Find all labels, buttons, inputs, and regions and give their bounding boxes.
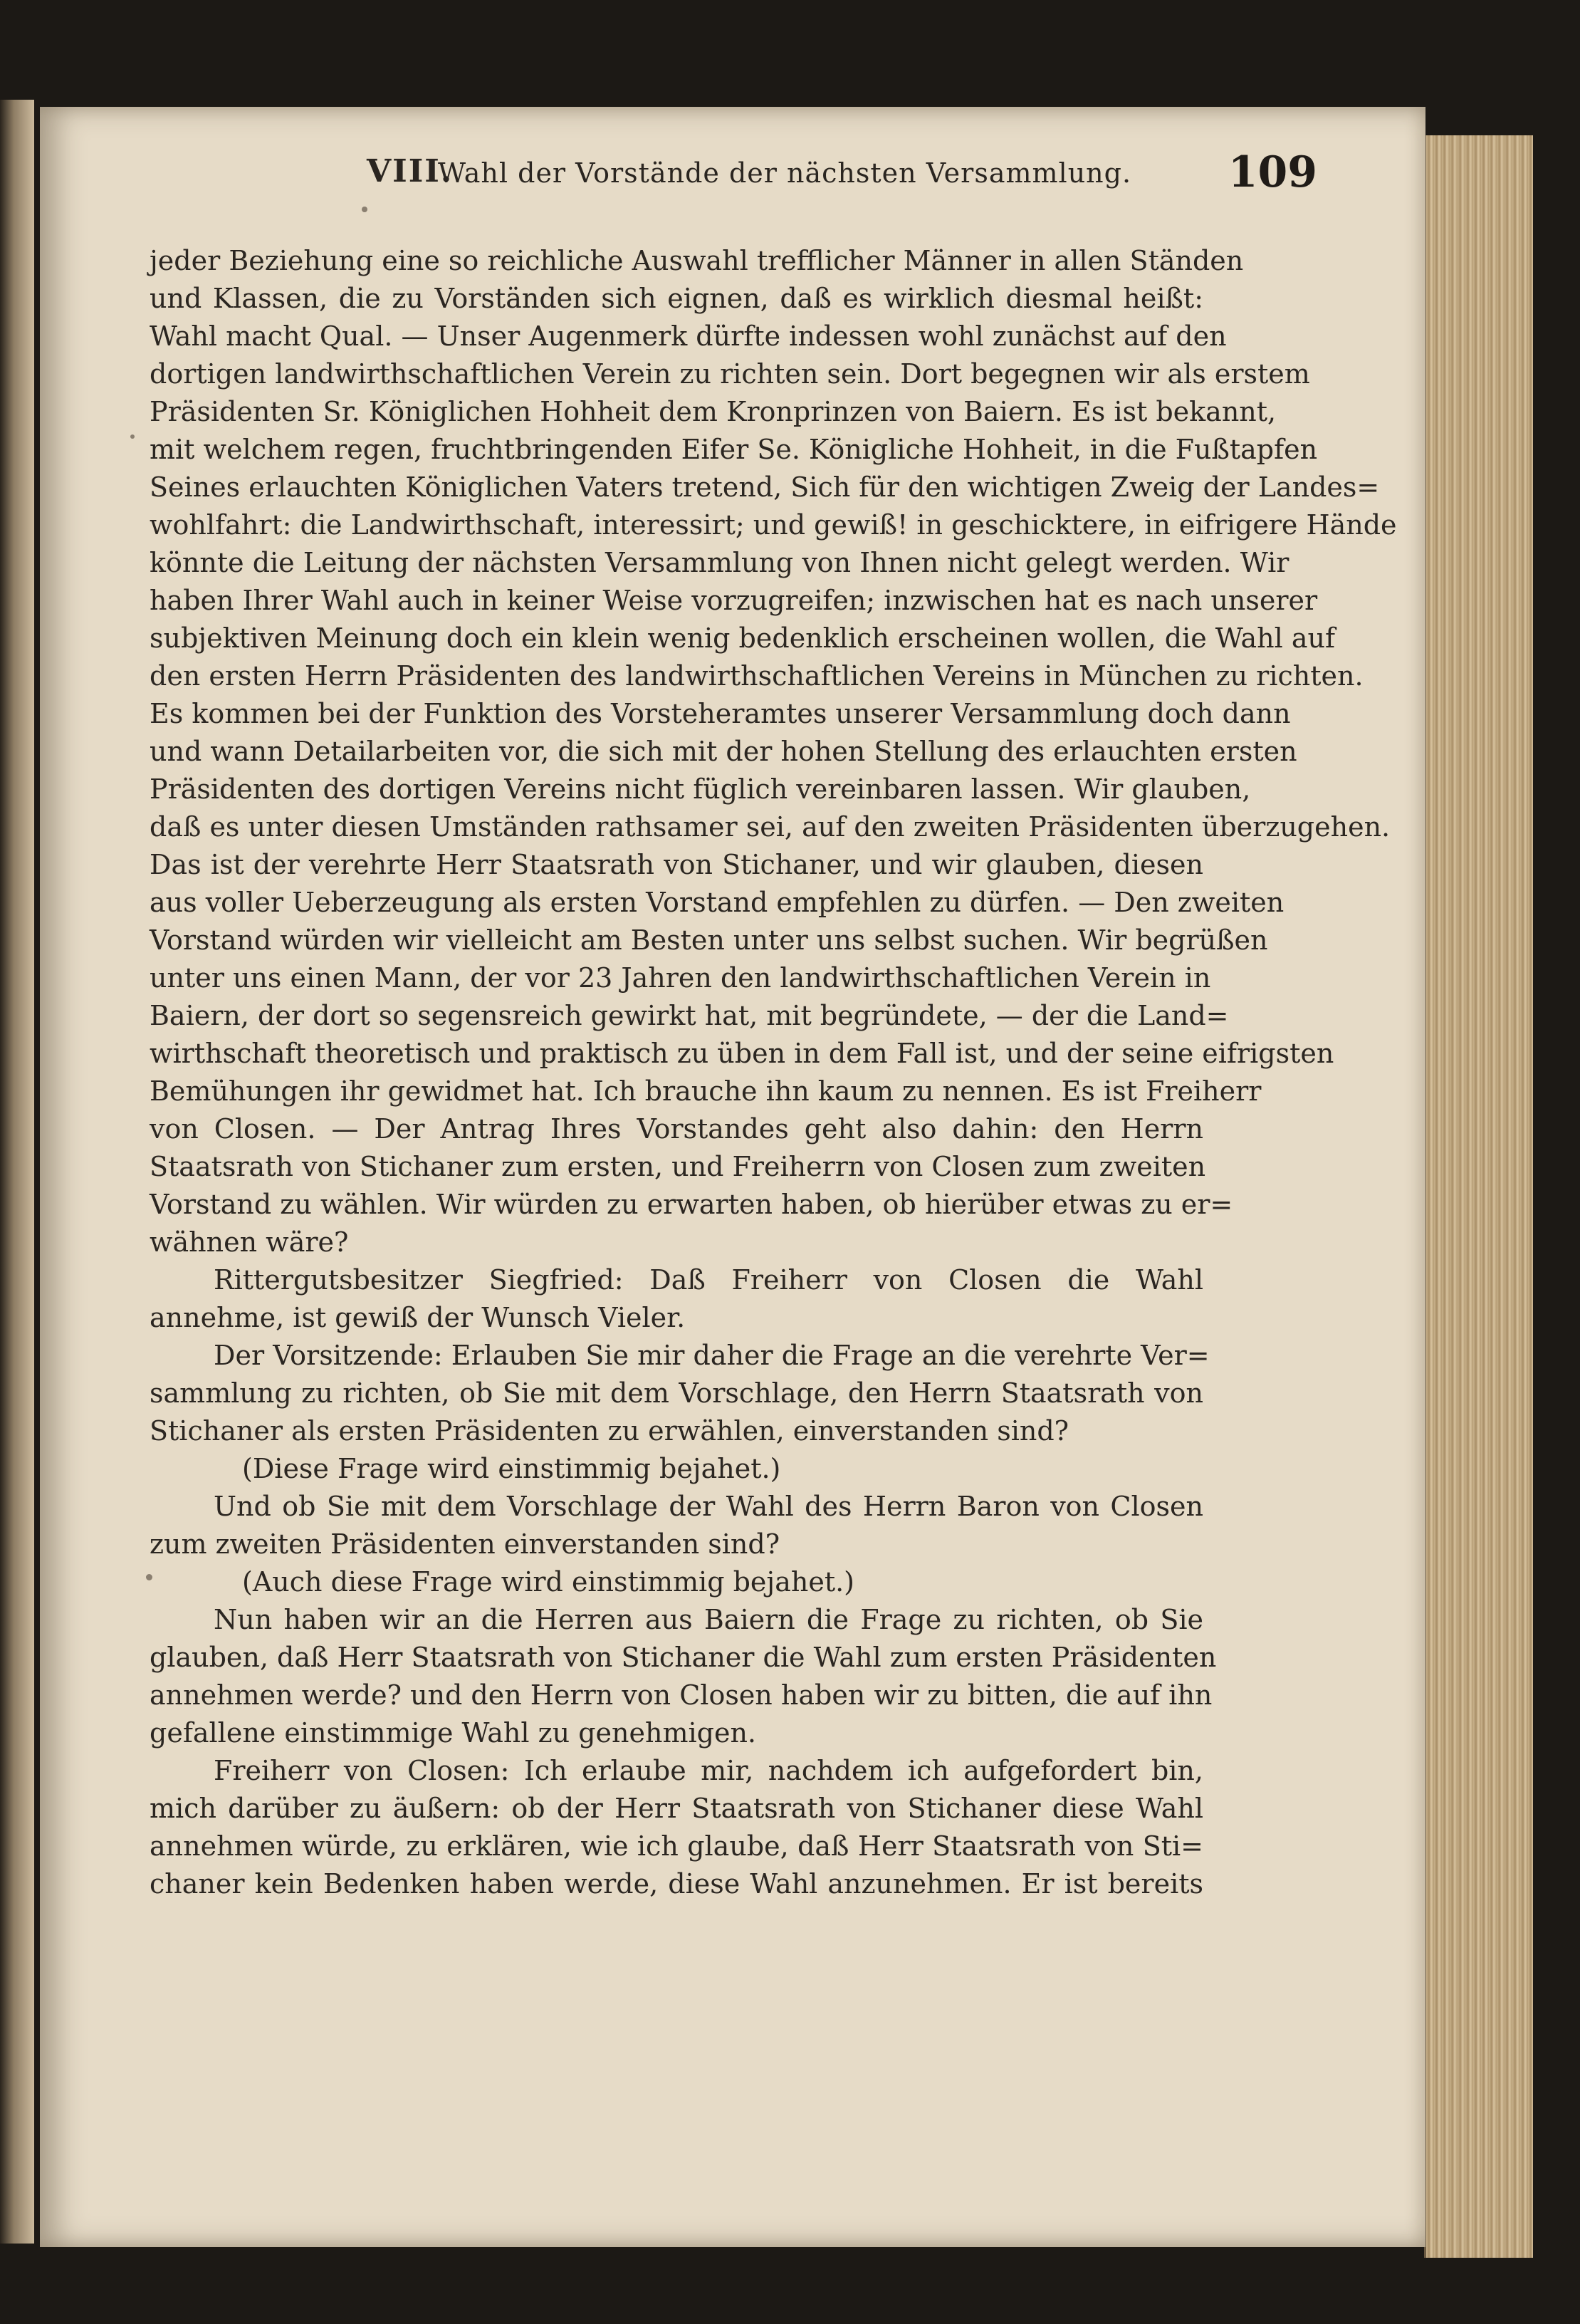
left-page-edge: [0, 100, 34, 2244]
text-line: Vorstand würden wir vielleicht am Besten unter uns selbst suchen. Wir begrüßen: [150, 924, 1268, 956]
text-line: (Diese Frage wird einstimmig bejahet.): [242, 1453, 781, 1484]
text-line: Wahl macht Qual. — Unser Augenmerk dürfte indessen wohl zunächst auf den: [150, 321, 1227, 352]
running-head-title: Wahl der Vorstände der nächsten Versammlung.: [438, 157, 1132, 189]
text-line: und Klassen, die zu Vorständen sich eignen, daß es wirklich diesmal heißt:: [150, 283, 1203, 314]
text-line: daß es unter diesen Umständen rathsamer sei, auf den zweiten Präsidenten überzugehen.: [150, 811, 1391, 843]
text-line: Bemühungen ihr gewidmet hat. Ich brauche ihn kaum zu nennen. Es ist Freiherr: [150, 1075, 1262, 1107]
text-line: Stichaner als ersten Präsidenten zu erwählen, einverstanden sind?: [150, 1415, 1069, 1447]
text-line: wirthschaft theoretisch und praktisch zu üben in dem Fall ist, und der seine eifrigsten: [150, 1038, 1334, 1069]
text-line: mich darüber zu äußern: ob der Herr Staatsrath von Stichaner diese Wahl: [150, 1793, 1203, 1824]
text-line: Freiherr von Closen: Ich erlaube mir, nachdem ich aufgefordert bin,: [214, 1755, 1203, 1786]
running-head: [328, 147, 1317, 231]
text-line: Staatsrath von Stichaner zum ersten, und Freiherrn von Closen zum zweiten: [150, 1151, 1206, 1182]
text-line: annehme, ist gewiß der Wunsch Vieler.: [150, 1302, 686, 1333]
body-text: [150, 242, 1397, 1903]
text-line: Präsidenten des dortigen Vereins nicht füglich vereinbaren lassen. Wir glauben,: [150, 773, 1251, 805]
text-line: chaner kein Bedenken haben werde, diese Wahl anzunehmen. Er ist bereits: [150, 1868, 1203, 1900]
text-line: Seines erlauchten Königlichen Vaters tretend, Sich für den wichtigen Zweig der Landes=: [150, 471, 1380, 503]
paper-speck: [130, 434, 135, 439]
text-line: Baiern, der dort so segensreich gewirkt hat, mit begründete, — der die Land=: [150, 1000, 1229, 1031]
text-line: Nun haben wir an die Herren aus Baiern die Frage zu richten, ob Sie: [214, 1604, 1203, 1635]
text-line: gefallene einstimmige Wahl zu genehmigen.: [150, 1717, 757, 1749]
paper-speck: [146, 1574, 152, 1580]
text-line: (Auch diese Frage wird einstimmig bejahet.): [242, 1566, 854, 1598]
text-line: Es kommen bei der Funktion des Vorsteheramtes unserer Versammlung doch dann: [150, 698, 1291, 729]
page-stack-edge: [1424, 135, 1533, 2258]
text-line: subjektiven Meinung doch ein klein wenig bedenklich erscheinen wollen, die Wahl auf: [150, 622, 1336, 654]
text-line: aus voller Ueberzeugung als ersten Vorstand empfehlen zu dürfen. — Den zweiten: [150, 887, 1285, 918]
text-line: den ersten Herrn Präsidenten des landwirthschaftlichen Vereins in München zu richten.: [150, 660, 1364, 692]
text-line: wähnen wäre?: [150, 1226, 349, 1258]
paper-speck: [362, 207, 367, 212]
text-line: annehmen werde? und den Herrn von Closen haben wir zu bitten, die auf ihn: [150, 1679, 1213, 1711]
text-line: annehmen würde, zu erklären, wie ich glaube, daß Herr Staatsrath von Sti=: [150, 1830, 1203, 1862]
text-line: mit welchem regen, fruchtbringenden Eifer Se. Königliche Hohheit, in die Fußtapfen: [150, 434, 1318, 465]
chapter-number: VIII.: [367, 153, 454, 189]
text-line: haben Ihrer Wahl auch in keiner Weise vorzugreifen; inzwischen hat es nach unserer: [150, 585, 1318, 616]
text-line: wohlfahrt: die Landwirthschaft, interessirt; und gewiß! in geschicktere, in eifrigere Hände: [150, 509, 1397, 541]
text-line: sammlung zu richten, ob Sie mit dem Vorschlage, den Herrn Staatsrath von: [150, 1377, 1203, 1409]
text-line: dortigen landwirthschaftlichen Verein zu richten sein. Dort begegnen wir als erstem: [150, 358, 1310, 390]
text-line: Rittergutsbesitzer Siegfried: Daß Freiherr von Closen die Wahl: [214, 1264, 1203, 1296]
text-line: Der Vorsitzende: Erlauben Sie mir daher die Frage an die verehrte Ver=: [214, 1340, 1210, 1371]
text-line: von Closen. — Der Antrag Ihres Vorstandes geht also dahin: den Herrn: [150, 1113, 1203, 1145]
text-line: und wann Detailarbeiten vor, die sich mit der hohen Stellung des erlauchten ersten: [150, 736, 1297, 767]
text-line: Präsidenten Sr. Königlichen Hohheit dem Kronprinzen von Baiern. Es ist bekannt,: [150, 396, 1277, 427]
text-line: zum zweiten Präsidenten einverstanden sind?: [150, 1528, 780, 1560]
text-line: Das ist der verehrte Herr Staatsrath von Stichaner, und wir glauben, diesen: [150, 849, 1203, 880]
text-line: könnte die Leitung der nächsten Versammlung von Ihnen nicht gelegt werden. Wir: [150, 547, 1289, 578]
text-line: jeder Beziehung eine so reichliche Auswahl trefflicher Männer in allen Ständen: [150, 245, 1244, 276]
text-line: Vorstand zu wählen. Wir würden zu erwarten haben, ob hierüber etwas zu er=: [150, 1189, 1233, 1220]
text-line: Und ob Sie mit dem Vorschlage der Wahl des Herrn Baron von Closen: [214, 1491, 1203, 1522]
text-line: unter uns einen Mann, der vor 23 Jahren den landwirthschaftlichen Verein in: [150, 962, 1211, 994]
text-line: glauben, daß Herr Staatsrath von Stichaner die Wahl zum ersten Präsidenten: [150, 1642, 1217, 1673]
page-number: 109: [1228, 147, 1317, 197]
